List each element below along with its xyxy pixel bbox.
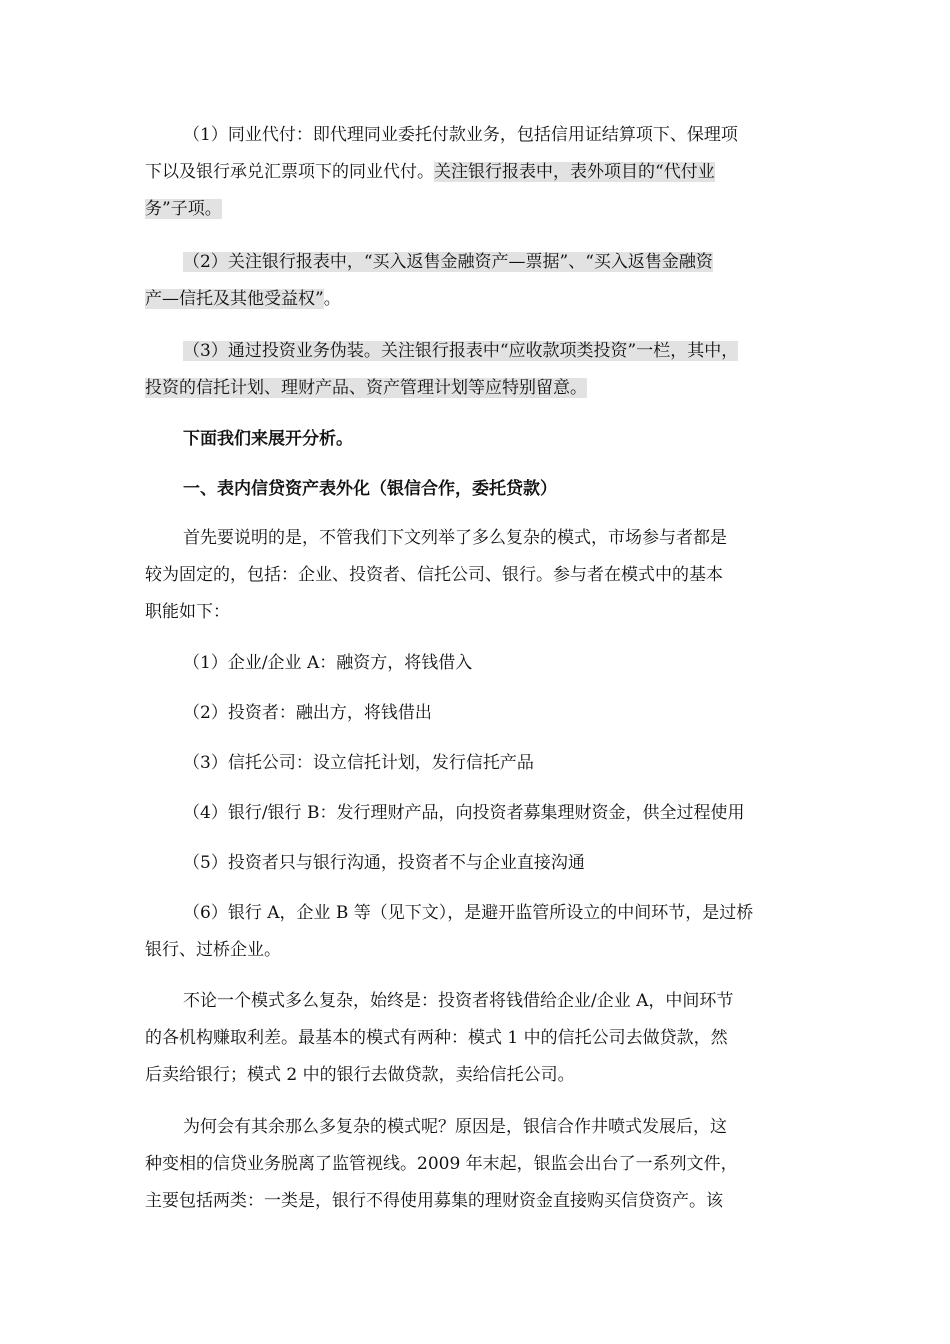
highlighted-text: 务”子项。: [145, 199, 222, 219]
highlighted-text: 产—信托及其他受益权”: [145, 289, 324, 309]
text-line: 种变相的信贷业务脱离了监管视线。2009 年末起，银监会出台了一系列文件，: [145, 1154, 738, 1174]
list-item: [145, 845, 820, 882]
text-line: 为何会有其余那么多复杂的模式呢？原因是，银信合作井喷式发展后，这: [183, 1117, 727, 1137]
text-segment: 。: [323, 289, 341, 309]
text-line: （1）同业代付：即代理同业委托付款业务，包括信用证结算项下、保理项: [183, 125, 738, 145]
text-line: 的各机构赚取利差。最基本的模式有两种：模式 1 中的信托公司去做贷款，然: [145, 1028, 728, 1048]
text-line: [145, 244, 820, 281]
paragraph-interbank-payment: [145, 117, 820, 228]
list-item: [145, 795, 820, 832]
text-line: [145, 191, 820, 228]
highlighted-text: （3）通过投资业务伪装。关注银行报表中“应收款项类投资”一栏，其中，: [183, 341, 739, 361]
text-line: 银行、过桥企业。: [145, 940, 281, 960]
paragraph-investment-disguise: [145, 333, 820, 407]
list-item: [145, 695, 820, 732]
text-line: [145, 281, 820, 318]
text-line: （5）投资者只与银行沟通，投资者不与企业直接沟通: [183, 853, 585, 873]
text-line: 后卖给银行；模式 2 中的银行去做贷款，卖给信托公司。: [145, 1065, 575, 1085]
text-line: （3）信托公司：设立信托计划，发行信托产品: [183, 753, 534, 773]
text-segment: 下以及银行承兑汇票项下的同业代付。: [145, 162, 434, 182]
paragraph-regulation-background: [145, 1109, 820, 1220]
list-item: [145, 745, 820, 782]
text-line: （1）企业/企业 A：融资方，将钱借入: [183, 653, 473, 673]
text-line: （6）银行 A，企业 B 等（见下文），是避开监管所设立的中间环节，是过桥: [183, 903, 754, 923]
intro-analysis-heading: [145, 421, 820, 458]
text-line: 不论一个模式多么复杂，始终是：投资者将钱借给企业/企业 A，中间环节: [183, 991, 734, 1011]
text-line: 首先要说明的是，不管我们下文列举了多么复杂的模式，市场参与者都是: [183, 528, 727, 548]
text-line: 职能如下：: [145, 602, 230, 622]
text-line: （4）银行/银行 B：发行理财产品，向投资者募集理财资金，供全过程使用: [183, 803, 745, 823]
list-item: [145, 895, 820, 969]
text-line: 较为固定的，包括：企业、投资者、信托公司、银行。参与者在模式中的基本: [145, 565, 723, 585]
highlighted-text: 关注银行报表中，表外项目的“代付业: [434, 162, 715, 182]
text-line: [145, 370, 820, 407]
paragraph-participants-intro: [145, 520, 820, 631]
paragraph-reverse-repo: [145, 244, 820, 318]
highlighted-text: （2）关注银行报表中，“买入返售金融资产—票据”、“买入返售金融资: [183, 252, 713, 272]
text-line: 主要包括两类：一类是，银行不得使用募集的理财资金直接购买信贷资产。该: [145, 1191, 723, 1211]
text-line: 下面我们来展开分析。: [183, 429, 353, 449]
text-line: [145, 154, 820, 191]
text-line: 一、表内信贷资产表外化（银信合作，委托贷款）: [183, 479, 557, 499]
section-heading: [145, 471, 820, 508]
text-line: [145, 333, 820, 370]
highlighted-text: 投资的信托计划、理财产品、资产管理计划等应特别留意。: [145, 378, 587, 398]
text-line: （2）投资者：融出方，将钱借出: [183, 703, 432, 723]
paragraph-basic-modes: [145, 983, 820, 1094]
list-item: [145, 645, 820, 682]
